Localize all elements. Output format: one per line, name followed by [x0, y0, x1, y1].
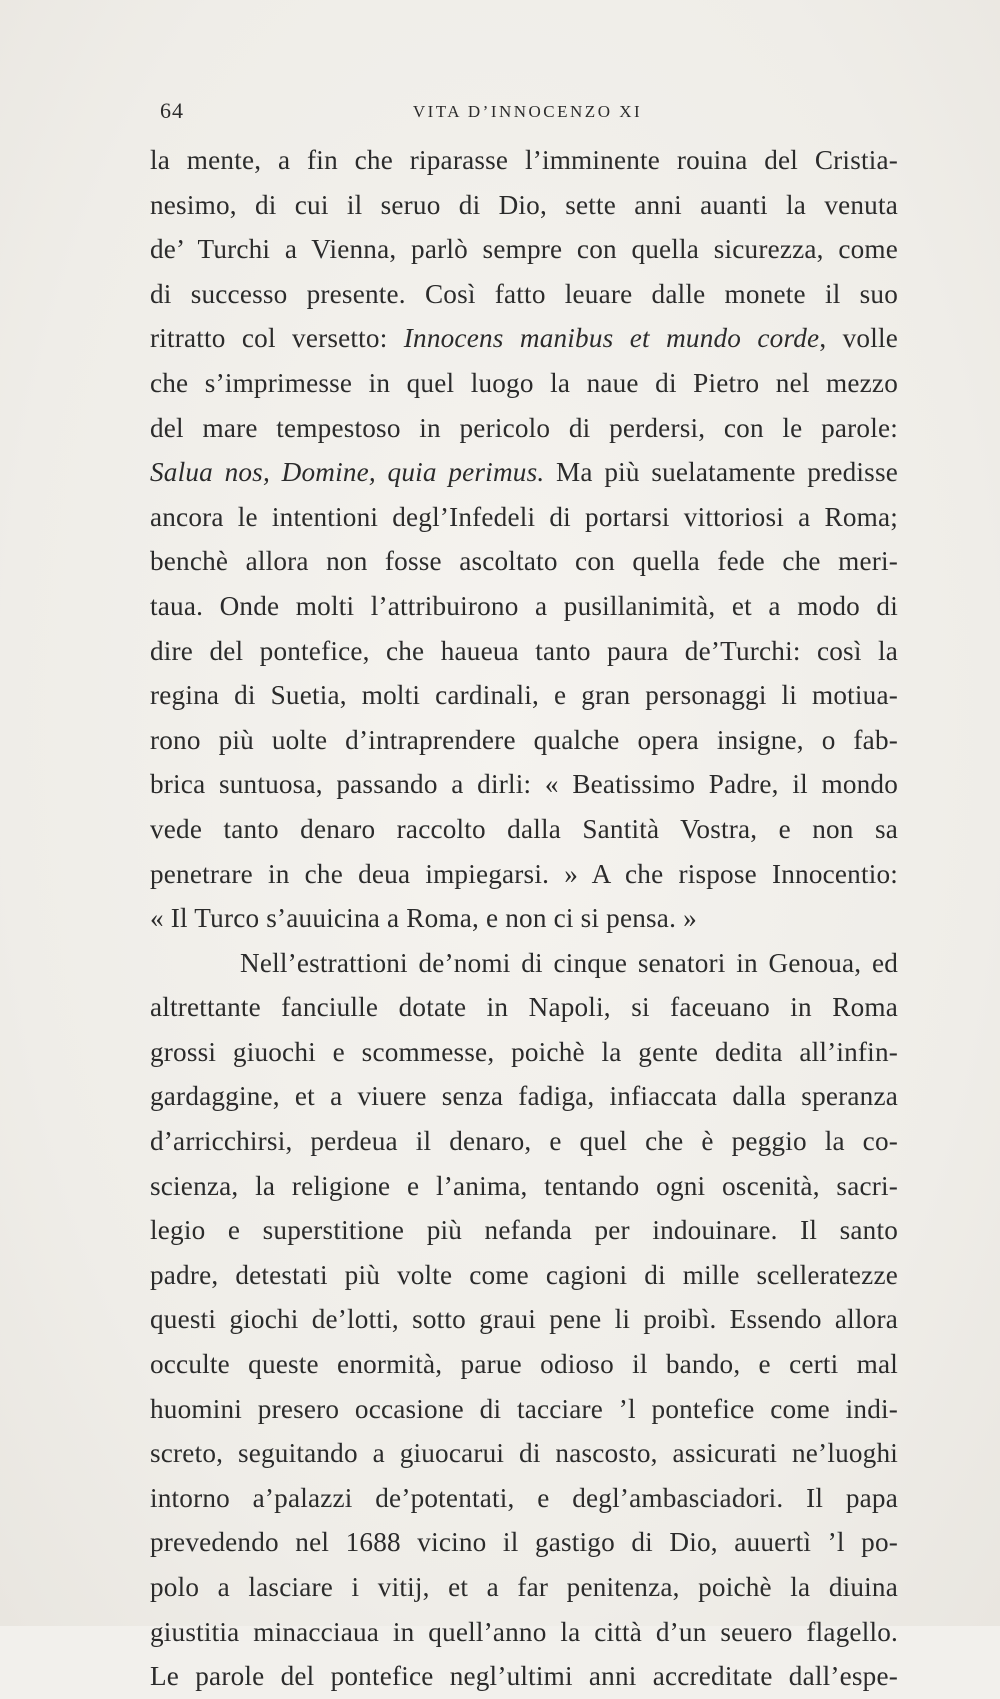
- text-line: [150, 1565, 898, 1610]
- body-text: [150, 138, 898, 1699]
- text-segment: benchè allora non fosse ascoltato con quella fede che meri-: [150, 546, 898, 577]
- text-line: [150, 183, 898, 228]
- text-line: [150, 316, 898, 361]
- text-segment: taua. Onde molti l’attribuirono a pusillanimità, et a modo di: [150, 590, 898, 621]
- running-title: VITA D’INNOCENZO XI: [412, 102, 643, 121]
- text-segment: rono più uolte d’intraprendere qualche opera insigne, o fab-: [150, 724, 898, 755]
- text-segment: huomini presero occasione di tacciare ’l pontefice come indi-: [150, 1393, 898, 1424]
- text-segment: brica suntuosa, passando a dirli: « Beatissimo Padre, il mondo: [150, 769, 898, 800]
- text-line: [150, 762, 898, 807]
- text-line: [150, 941, 898, 986]
- text-line: [150, 852, 898, 897]
- italic-text: Salua nos, Domine, quia perimus.: [150, 457, 545, 488]
- text-segment: penetrare in che deua impiegarsi. » A che rispose Innocentio:: [150, 858, 898, 889]
- text-segment: questi giochi de’lotti, sotto graui pene li proibì. Essendo allora: [150, 1304, 898, 1335]
- text-line: [150, 227, 898, 272]
- text-segment: dire del pontefice, che haueua tanto paura de’Turchi: così la: [150, 635, 898, 666]
- text-line: [150, 896, 898, 941]
- text-segment: ancora le intentioni degl’Infedeli di portarsi vittoriosi a Roma;: [150, 501, 898, 532]
- text-line: [150, 1297, 898, 1342]
- text-segment: d’arricchirsi, perdeua il denaro, e quel che è peggio la co-: [150, 1126, 898, 1157]
- text-line: [150, 1030, 898, 1075]
- text-line: [150, 361, 898, 406]
- text-segment: polo a lasciare i vitij, et a far penitenza, poichè la diuina: [150, 1572, 898, 1602]
- text-line: [150, 138, 898, 183]
- text-line: [150, 1208, 898, 1253]
- text-line: [150, 495, 898, 540]
- text-segment: legio e superstitione più nefanda per indouinare. Il santo: [150, 1215, 898, 1246]
- text-line: [150, 629, 898, 674]
- text-line: [150, 1387, 898, 1432]
- text-line: [150, 985, 898, 1030]
- text-line: [150, 450, 898, 495]
- page-number: 64: [160, 98, 184, 123]
- text-segment: scienza, la religione e l’anima, tentando ogni oscenità, sacri-: [150, 1170, 898, 1201]
- text-segment: che s’imprimesse in quel luogo la naue di Pietro nel mezzo: [150, 367, 898, 398]
- text-line: [150, 272, 898, 317]
- text-segment: nesimo, di cui il seruo di Dio, sette anni auanti la venuta: [150, 189, 898, 220]
- text-line: [150, 406, 898, 451]
- text-line: [150, 718, 898, 763]
- text-segment: la mente, a fin che riparasse l’imminente rouina del Cristia-: [150, 145, 898, 175]
- text-line: [150, 1476, 898, 1521]
- text-segment: padre, detestati più volte come cagioni di mille scelleratezze: [150, 1259, 898, 1290]
- text-segment: vede tanto denaro raccolto dalla Santità Vostra, e non sa: [150, 813, 898, 844]
- page-header: [160, 98, 895, 130]
- text-line: [150, 1520, 898, 1565]
- text-segment: regina di Suetia, molti cardinali, e gran personaggi li motiua-: [150, 680, 898, 711]
- text-segment: « Il Turco s’auuicina a Roma, e non ci si pensa. »: [150, 903, 697, 934]
- text-segment: giustitia minacciaua in quell’anno la città d’un seuero flagello.: [150, 1616, 898, 1647]
- text-line: [150, 1119, 898, 1164]
- text-line: [150, 807, 898, 852]
- text-line: [150, 1654, 898, 1699]
- text-line: [150, 1431, 898, 1476]
- text-segment: Nell’estrattioni de’nomi di cinque senatori in Genoua, ed: [240, 947, 898, 978]
- text-line: [150, 539, 898, 584]
- text-line: [150, 1164, 898, 1209]
- text-segment: Le parole del pontefice negl’ultimi anni accreditate dall’espe-: [150, 1661, 898, 1692]
- text-segment: de’ Turchi a Vienna, parlò sempre con quella sicurezza, come: [150, 234, 898, 265]
- text-segment: Ma più suelatamente predisse: [544, 457, 898, 488]
- text-line: [150, 1074, 898, 1119]
- text-segment: prevedendo nel 1688 vicino il gastigo di Dio, auuertì ’l po-: [150, 1527, 898, 1558]
- text-line: [150, 1342, 898, 1387]
- text-segment: grossi giuochi e scommesse, poichè la gente dedita all’infin-: [150, 1036, 898, 1067]
- text-segment: intorno a’palazzi de’potentati, e degl’ambasciadori. Il papa: [150, 1482, 898, 1513]
- text-segment: occulte queste enormità, parue odioso il bando, e certi mal: [150, 1349, 898, 1380]
- text-segment: del mare tempestoso in pericolo di perdersi, con le parole:: [150, 412, 898, 443]
- text-segment: , volle: [819, 323, 898, 354]
- text-segment: di successo presente. Così fatto leuare dalle monete il suo: [150, 278, 898, 309]
- text-line: [150, 1253, 898, 1298]
- text-line: [150, 584, 898, 629]
- text-segment: ritratto col versetto:: [150, 323, 404, 354]
- text-line: [150, 673, 898, 718]
- text-segment: screto, seguitando a giuocarui di nascosto, assicurati ne’luoghi: [150, 1438, 898, 1469]
- italic-text: Innocens manibus et mundo corde: [403, 323, 820, 354]
- text-line: [150, 1610, 898, 1655]
- text-segment: gardaggine, et a viuere senza fadiga, infiaccata dalla speranza: [150, 1081, 898, 1112]
- text-segment: altrettante fanciulle dotate in Napoli, si faceuano in Roma: [150, 992, 898, 1023]
